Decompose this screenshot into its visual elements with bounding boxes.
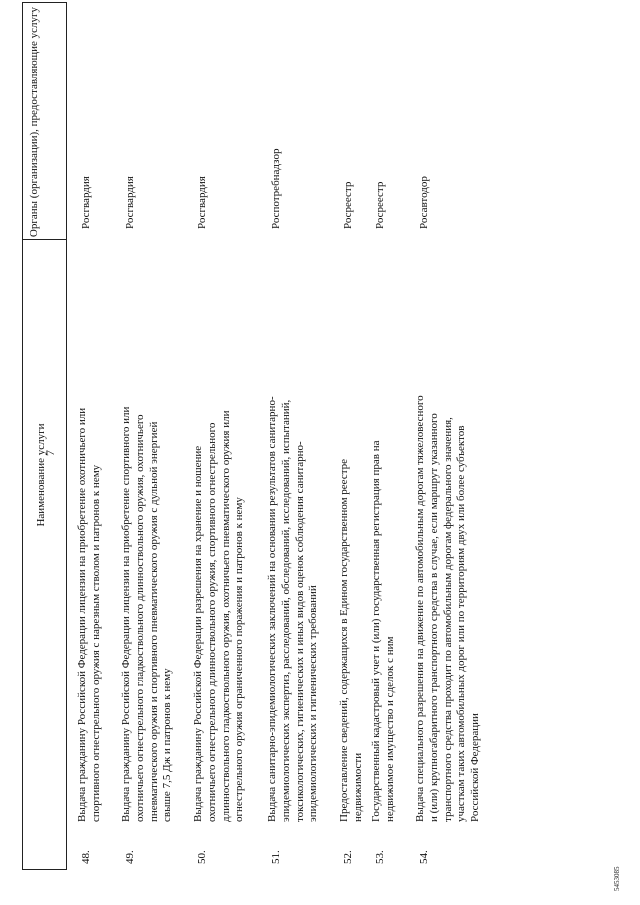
service-name: Государственный кадастровый учет и (или) государственная регистрация прав на недвижимое имущество и сделок с ним xyxy=(370,440,396,822)
table-rule xyxy=(22,2,66,3)
service-name: Выдача гражданину Российской Федерации лицензии на приобретение охотничьего или спортивного огнестрельного оружия с нарезным стволом и патронов к нему xyxy=(76,407,102,822)
service-name: Выдача санитарно-эпидемиологических заключений на основании результатов санитарно-эпидемиологических экспертиз, расследований, обследований, исследований, испытаний, токсикологических, гигиенических и иных видов оценок соблюдения санитарно-эпидемиологических и гигиенических требований xyxy=(266,396,320,822)
row-number: 52. xyxy=(342,850,354,864)
organ-name: Росгвардия xyxy=(124,176,136,229)
organ-name: Роспотребнадзор xyxy=(270,148,282,229)
service-name: Предоставление сведений, содержащихся в Едином государственном реестре недвижимости xyxy=(338,458,364,822)
row-number: 51. xyxy=(270,850,282,864)
header-service: Наименование услуги xyxy=(35,423,47,527)
organ-name: Росреестр xyxy=(374,181,386,229)
row-number: 53. xyxy=(374,850,386,864)
service-name: Выдача гражданину Российской Федерации разрешения на хранение и ношение охотничьего огнестрельного длинноствольного оружия, спортивного огнестрельного длинноствольного гладкоствольного оружия, охотничьего пневматического оружия или огнестрельного оружия ограниченного поражения и патронов к нему xyxy=(192,410,246,822)
service-name: Выдача гражданину Российской Федерации лицензии на приобретение спортивного или охотничьего огнестрельного гладкоствольного длинноствольного оружия, охотничьего пневматического оружия и спортивного пневматического оружия с дульной энергией свыше 7,5 Дж и патронов к нему xyxy=(120,406,174,822)
organ-name: Росгвардия xyxy=(80,176,92,229)
row-number: 50. xyxy=(196,850,208,864)
service-name: Выдача специального разрешения на движение по автомобильным дорогам тяжеловесного и (или) крупногабаритного транспортного средства в случае, если маршрут указанного транспортного средства проходит по автомобильным дорогам федерального значения, участкам таких автомобильных дорог или по территориям двух или более субъектов Российской Федерации xyxy=(414,395,481,822)
table-rule xyxy=(66,2,67,870)
organ-name: Росавтодор xyxy=(418,176,430,229)
header-organ: Органы (организации), предоставляющие услугу xyxy=(28,6,40,238)
document-code: 5453085 xyxy=(613,866,621,891)
row-number: 54. xyxy=(418,850,430,864)
page-number: 7 xyxy=(43,450,57,456)
table-rule xyxy=(22,869,66,870)
row-number: 48. xyxy=(80,850,92,864)
table-rule xyxy=(22,2,23,870)
services-table xyxy=(22,2,519,870)
table-rule xyxy=(22,239,66,240)
organ-name: Росреестр xyxy=(342,181,354,229)
row-number: 49. xyxy=(124,850,136,864)
organ-name: Росгвардия xyxy=(196,176,208,229)
